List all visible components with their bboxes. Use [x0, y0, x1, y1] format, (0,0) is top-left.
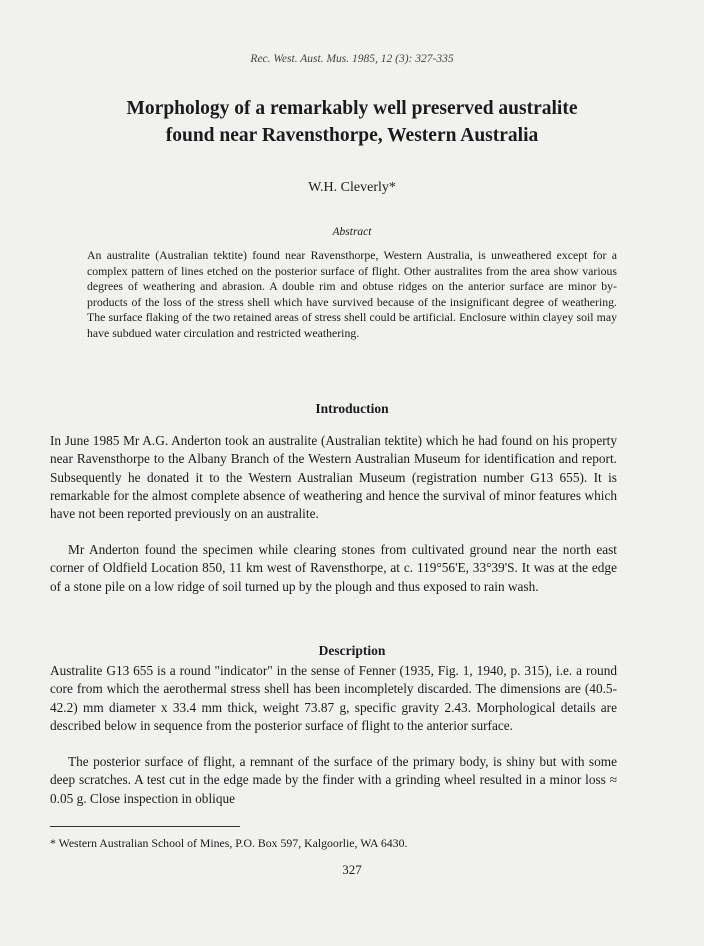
description-heading: Description	[318, 643, 386, 658]
introduction-paragraph-1: In June 1985 Mr A.G. Anderton took an australite (Australian tektite) which he had found on his property near Ravensthorpe to the Albany Branch of the Western Australian Museum for identification and report. Subsequently he donated it to the Western Australian Museum (registration number G13 655). It is remarkable for the almost complete absence of weathering and hence the survival of minor features which have not been reported previously on an australite.	[50, 433, 617, 522]
running-head: Rec. West. Aust. Mus. 1985, 12 (3): 327-335	[250, 53, 454, 65]
introduction-heading: Introduction	[315, 401, 389, 416]
title-line-1: Morphology of a remarkably well preserved australite	[126, 98, 578, 119]
page-number: 327	[342, 862, 362, 877]
description-paragraph-2: The posterior surface of flight, a remnant of the surface of the primary body, is shiny but with some deep scratches. A test cut in the edge made by the finder with a grinding wheel resulted in a minor loss ≈ 0.05 g. Close inspection in oblique	[50, 754, 617, 806]
footnote-divider	[50, 826, 240, 827]
footnote: * Western Australian School of Mines, P.O. Box 597, Kalgoorlie, WA 6430.	[50, 836, 408, 850]
abstract-heading: Abstract	[332, 226, 372, 238]
author-name: W.H. Cleverly*	[308, 180, 396, 195]
article-title	[60, 95, 644, 149]
abstract-text: An australite (Australian tektite) found near Ravensthorpe, Western Australia, is unweathered except for a complex pattern of lines etched on the posterior surface of flight. Other australites from the area show various degrees of weathering and abrasion. A double rim and obtuse ridges on the anterior surface are minor by-products of the loss of the stress shell which have survived because of the insignificant degree of weathering. The surface flaking of the two retained areas of stress shell could be artificial. Enclosure within clayey soil may have subdued water circulation and restricted weathering.	[87, 248, 617, 340]
title-line-2: found near Ravensthorpe, Western Australia	[165, 125, 539, 146]
introduction-paragraph-2: Mr Anderton found the specimen while clearing stones from cultivated ground near the north east corner of Oldfield Location 850, 11 km west of Ravensthorpe, at c. 119°56'E, 33°39'S. It was at the edge of a stone pile on a low ridge of soil turned up by the plough and thus exposed to rain wash.	[50, 542, 617, 594]
description-paragraph-1: Australite G13 655 is a round "indicator" in the sense of Fenner (1935, Fig. 1, 1940, p. 315), i.e. a round core from which the aerothermal stress shell has been incompletely discarded. The dimensions are (40.5-42.2) mm diameter x 33.4 mm thick, weight 73.87 g, specific gravity 2.43. Morphological details are described below in sequence from the posterior surface of flight to the anterior surface.	[50, 663, 617, 733]
